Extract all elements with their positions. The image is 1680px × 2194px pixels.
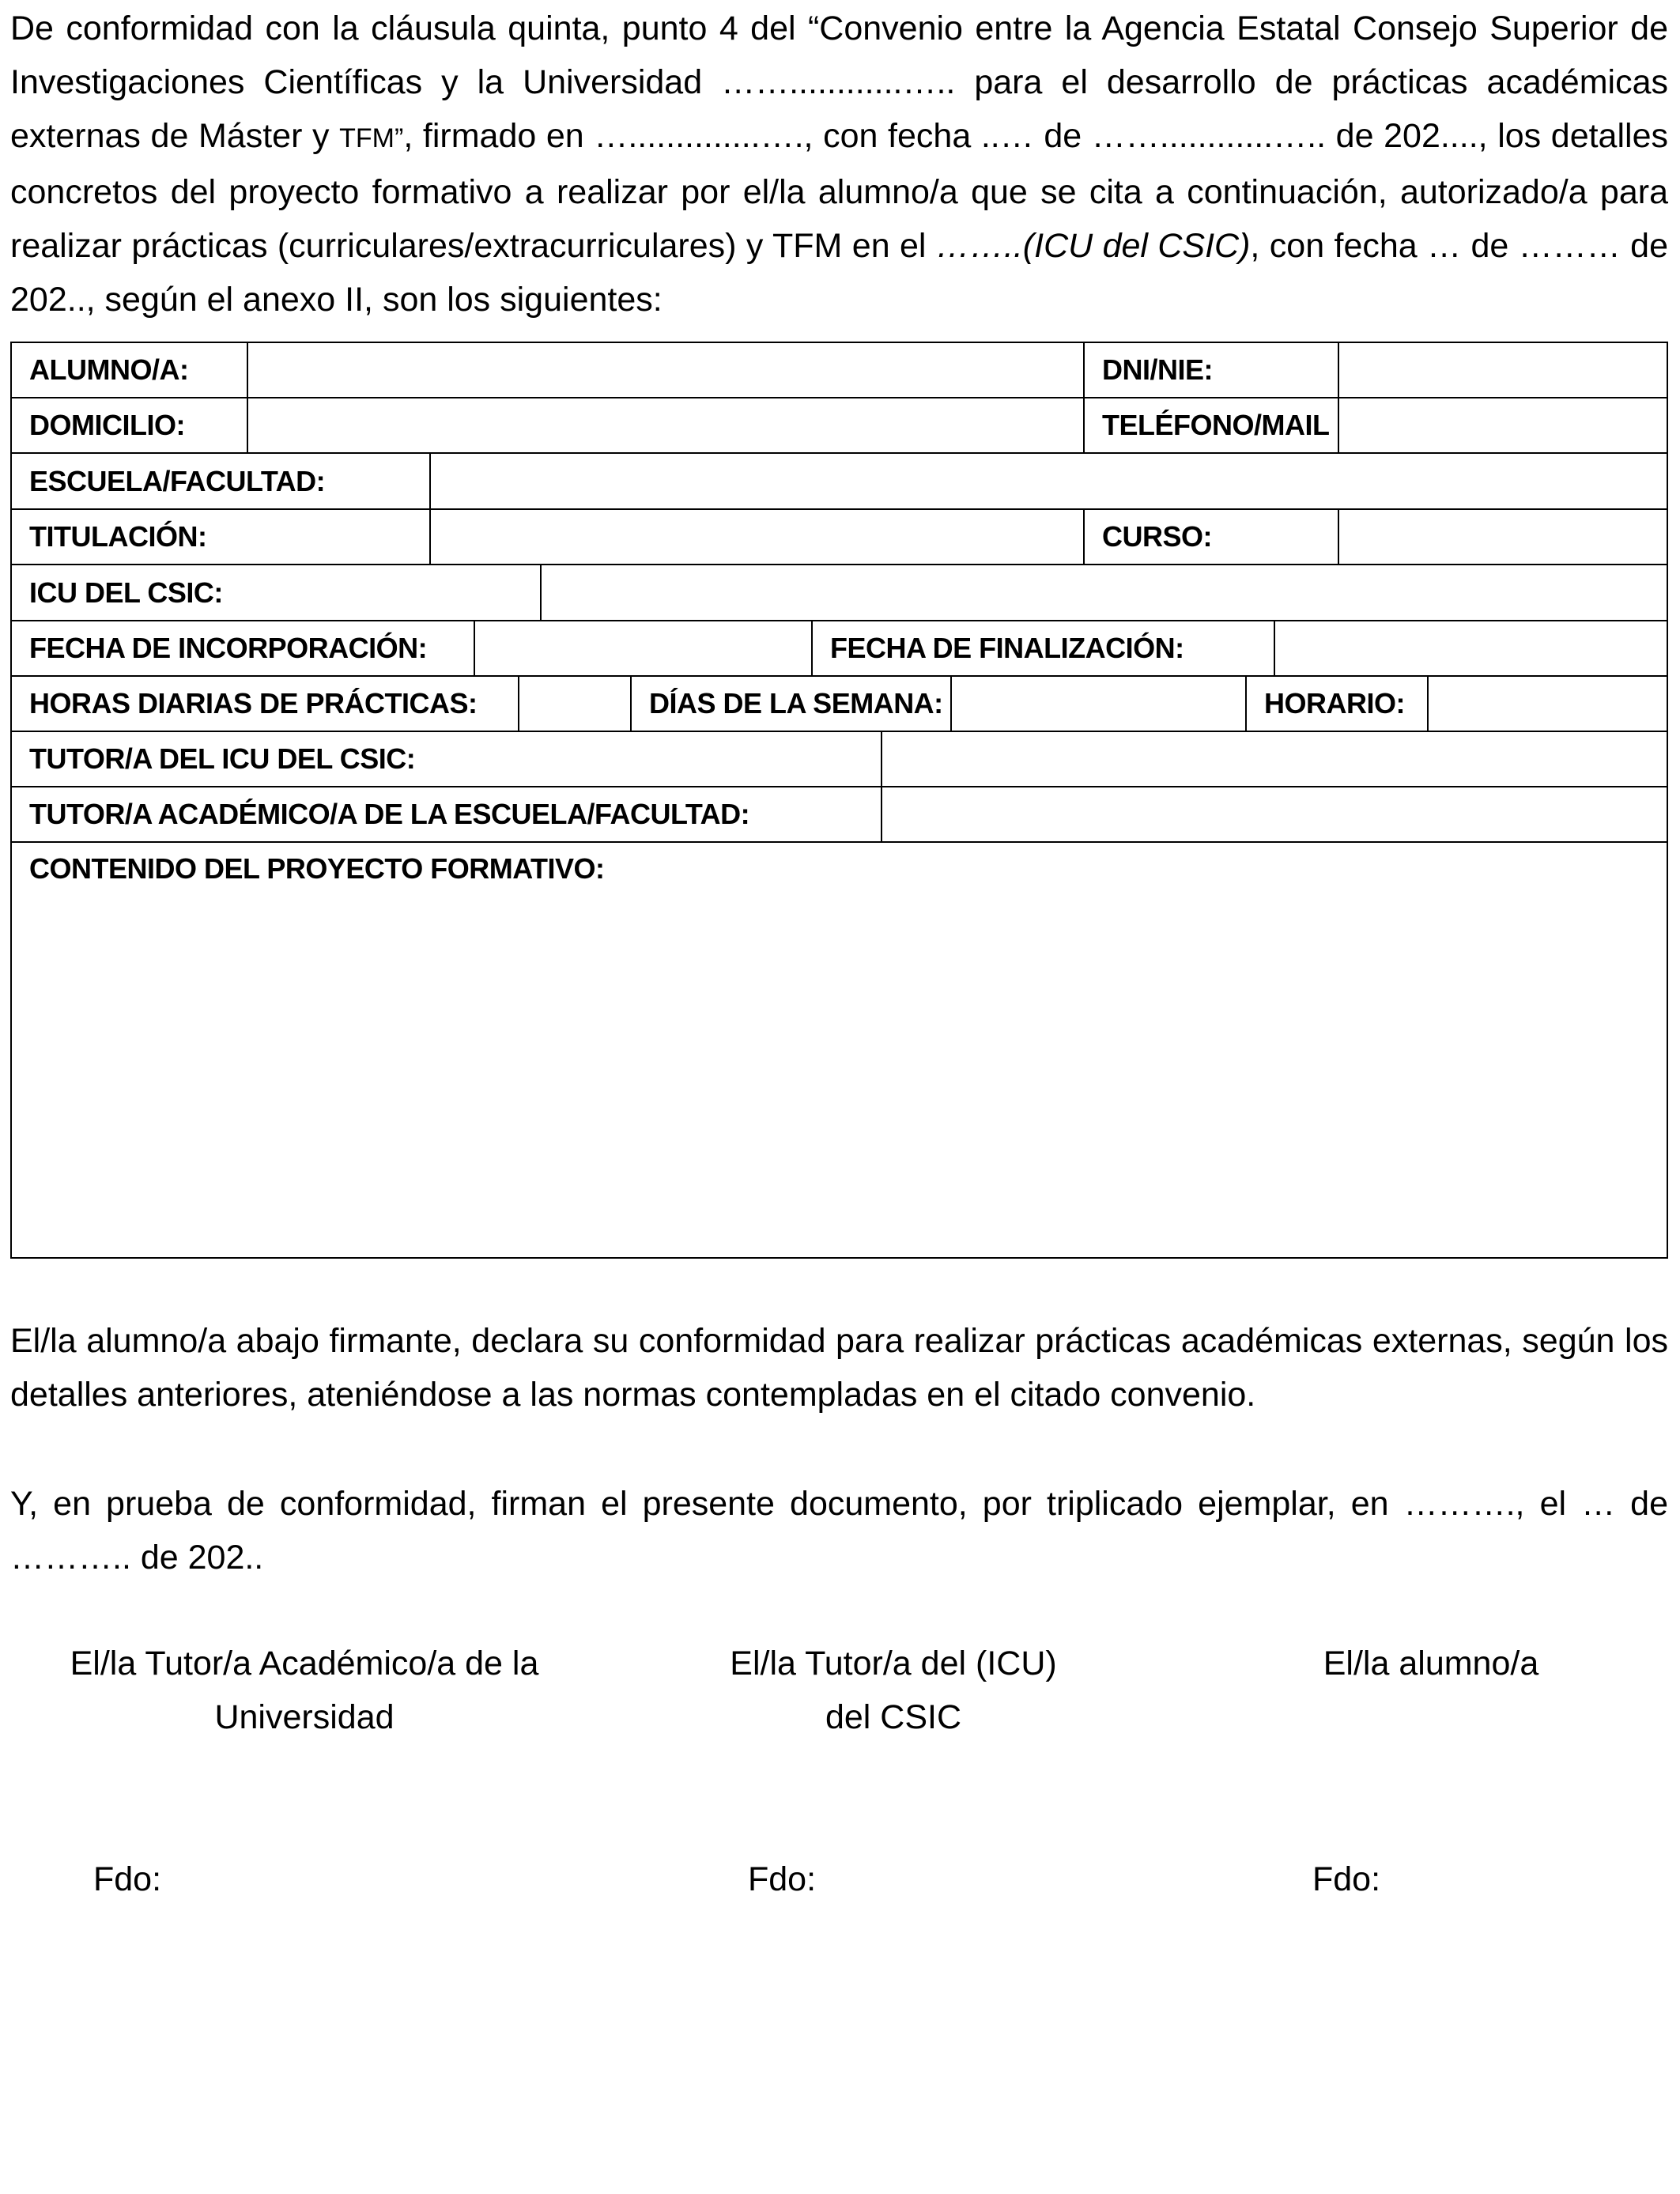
field-domicilio[interactable] bbox=[248, 398, 1085, 452]
label-alumno: ALUMNO/A: bbox=[12, 343, 248, 397]
field-dni[interactable] bbox=[1339, 343, 1668, 397]
signature-icu-line1: El/la Tutor/a del (ICU) bbox=[730, 1645, 1057, 1682]
field-escuela[interactable] bbox=[431, 454, 1668, 508]
fdo-student: Fdo: bbox=[1312, 1860, 1381, 1898]
field-alumno[interactable] bbox=[248, 343, 1085, 397]
label-dni: DNI/NIE: bbox=[1085, 343, 1339, 397]
field-fecha-incorporacion[interactable] bbox=[475, 621, 813, 675]
declaration-paragraph: El/la alumno/a abajo firmante, declara su conformidad para realizar prácticas académicas externas, según los detalles anteriores, ateniéndose a las normas contempladas en el citado convenio. bbox=[10, 1322, 1668, 1414]
intro-text-1: De conformidad con la cláusula quinta, punto 4 del “Convenio entre la Agencia Estatal Consejo Superior de Investigaciones Científicas y la Universidad ……............….. para el desarrollo de prácticas académicas externas de Máster y bbox=[10, 9, 1668, 155]
field-titulacion[interactable] bbox=[431, 510, 1085, 564]
signature-academic-line1: El/la Tutor/a Académico/a de la bbox=[70, 1645, 539, 1682]
intro-text-3: , con fecha … de ……… de 202.., según el anexo II, son los siguientes: bbox=[10, 227, 1668, 319]
label-domicilio: DOMICILIO: bbox=[12, 398, 248, 452]
signature-student-line1: El/la alumno/a bbox=[1323, 1645, 1539, 1682]
label-titulacion: TITULACIÓN: bbox=[12, 510, 431, 564]
label-fecha-finalizacion: FECHA DE FINALIZACIÓN: bbox=[813, 621, 1275, 675]
label-curso: CURSO: bbox=[1085, 510, 1339, 564]
field-dias[interactable] bbox=[952, 677, 1247, 731]
label-tutor-icu: TUTOR/A DEL ICU DEL CSIC: bbox=[12, 732, 882, 786]
field-tutor-academico[interactable] bbox=[882, 787, 1668, 841]
row-escuela bbox=[12, 454, 1667, 510]
signature-academic-tutor bbox=[51, 1637, 557, 1744]
fdo-academic: Fdo: bbox=[93, 1860, 162, 1898]
field-fecha-finalizacion[interactable] bbox=[1275, 621, 1668, 675]
label-escuela: ESCUELA/FACULTAD: bbox=[12, 454, 431, 508]
signature-student bbox=[1257, 1637, 1605, 1690]
field-curso[interactable] bbox=[1339, 510, 1668, 564]
field-horario[interactable] bbox=[1429, 677, 1668, 731]
intro-icu-italic: ……..(ICU del CSIC) bbox=[935, 227, 1251, 265]
row-tutor-icu bbox=[12, 732, 1667, 787]
row-alumno bbox=[12, 343, 1667, 398]
label-dias: DÍAS DE LA SEMANA: bbox=[632, 677, 952, 731]
field-horas[interactable] bbox=[519, 677, 632, 731]
intro-paragraph bbox=[10, 2, 1668, 327]
field-icu[interactable] bbox=[542, 565, 1668, 620]
row-fechas bbox=[12, 621, 1667, 677]
intro-tfm: TFM” bbox=[339, 123, 404, 153]
field-contenido[interactable] bbox=[12, 843, 1667, 1257]
label-tutor-academico: TUTOR/A ACADÉMICO/A DE LA ESCUELA/FACULTAD: bbox=[12, 787, 882, 841]
row-icu bbox=[12, 565, 1667, 621]
field-tutor-icu[interactable] bbox=[882, 732, 1668, 786]
row-titulacion bbox=[12, 510, 1667, 565]
row-domicilio bbox=[12, 398, 1667, 454]
label-contenido: CONTENIDO DEL PROYECTO FORMATIVO: bbox=[29, 852, 605, 885]
label-icu: ICU DEL CSIC: bbox=[12, 565, 542, 620]
row-contenido bbox=[12, 843, 1667, 1257]
signature-icu-tutor bbox=[696, 1637, 1091, 1744]
row-tutor-academico bbox=[12, 787, 1667, 843]
closing-paragraph: Y, en prueba de conformidad, firman el presente documento, por triplicado ejemplar, en ………., el … de ……….. de 202.. bbox=[10, 1485, 1668, 1577]
intro-text-2: , firmado en …..............…., con fecha ..… de ……............….. de 202...., los detalles concretos del proyecto formativo a realizar por el/la alumno/a que se cita a continuación, autorizado/a para realizar prácticas (curriculares/extracurriculares) y TFM en el bbox=[10, 117, 1668, 265]
signature-academic-line2: Universidad bbox=[214, 1698, 395, 1736]
field-telefono[interactable] bbox=[1339, 398, 1668, 452]
row-horas bbox=[12, 677, 1667, 732]
label-horario: HORARIO: bbox=[1247, 677, 1429, 731]
practicas-form-table bbox=[10, 342, 1668, 1259]
signature-icu-line2: del CSIC bbox=[825, 1698, 962, 1736]
label-fecha-incorporacion: FECHA DE INCORPORACIÓN: bbox=[12, 621, 475, 675]
label-telefono: TELÉFONO/MAIL bbox=[1085, 398, 1339, 452]
fdo-icu: Fdo: bbox=[748, 1860, 817, 1898]
label-horas: HORAS DIARIAS DE PRÁCTICAS: bbox=[12, 677, 519, 731]
